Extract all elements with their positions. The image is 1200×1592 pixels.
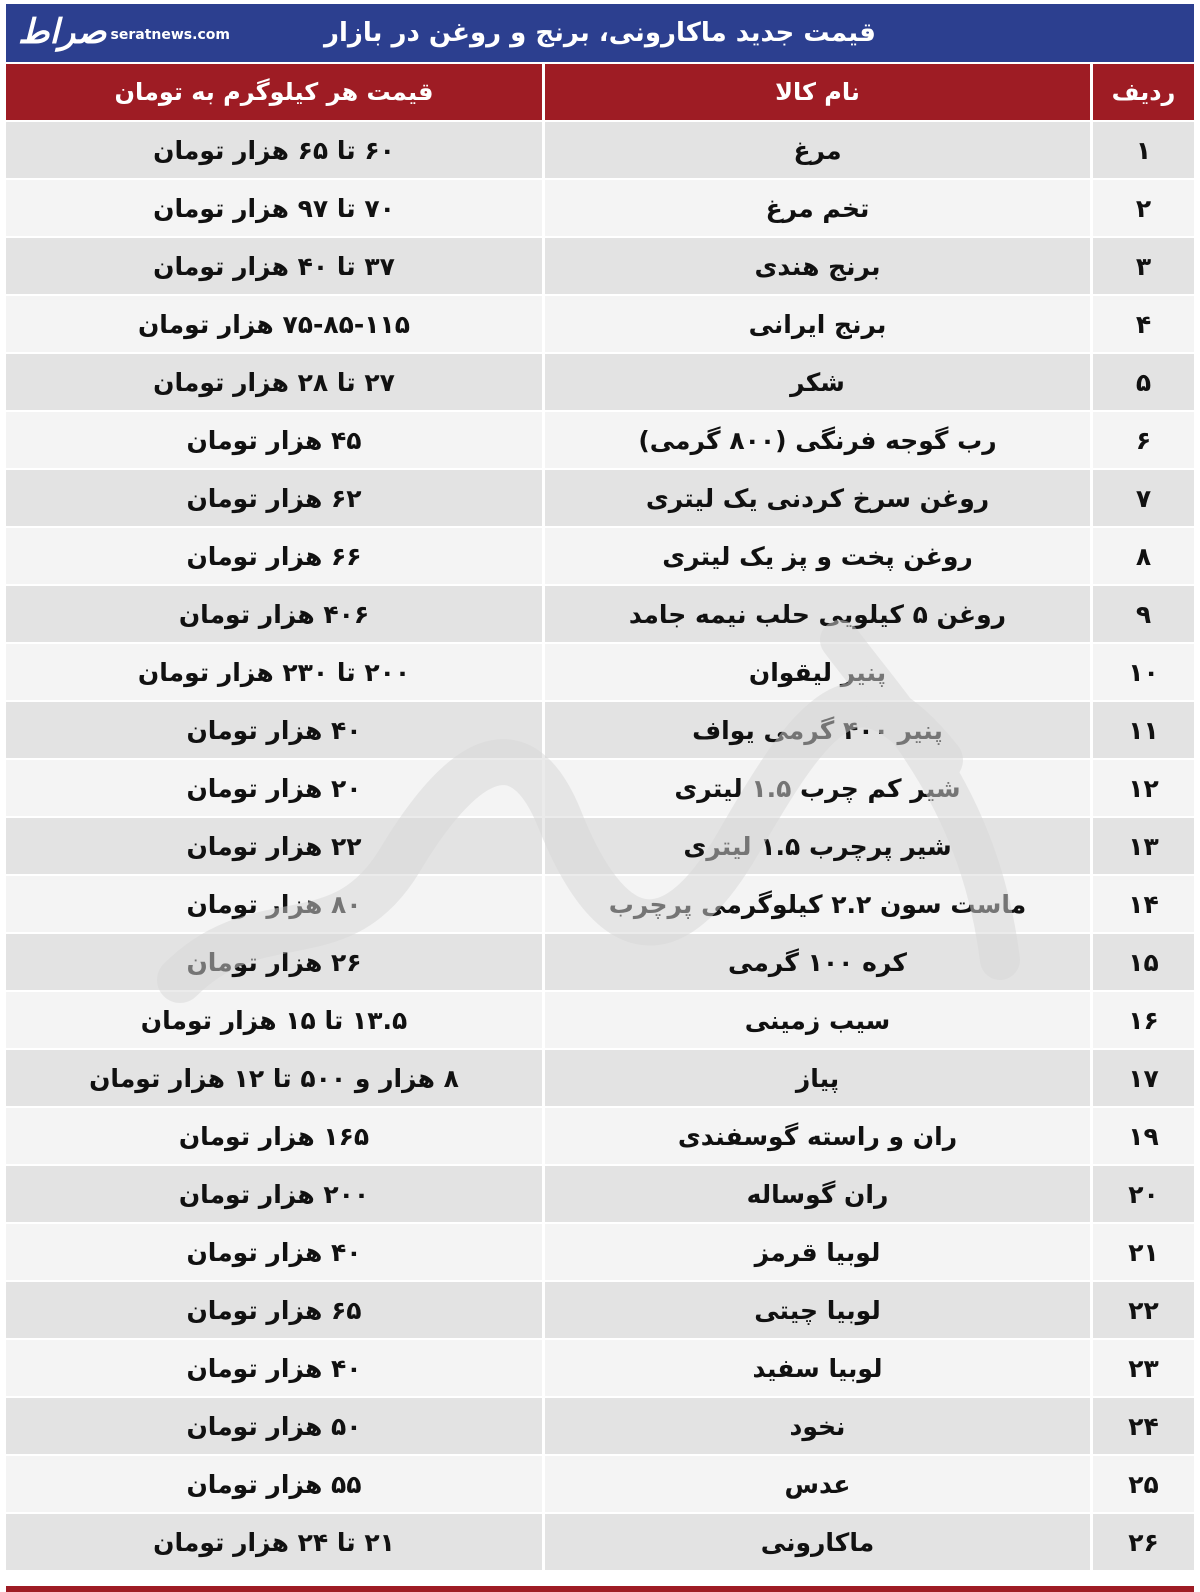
table-row [6, 238, 1194, 296]
cell-row-number: ۷ [1090, 470, 1194, 528]
cell-row-number: ۱۱ [1090, 702, 1194, 760]
cell-row-number: ۱۴ [1090, 876, 1194, 934]
cell-item-name: نخود [542, 1398, 1090, 1456]
table-header-row [6, 64, 1194, 122]
column-header-price: قیمت هر کیلوگرم به تومان [6, 64, 542, 122]
cell-item-name: لوبیا قرمز [542, 1224, 1090, 1282]
cell-item-name: پیاز [542, 1050, 1090, 1108]
cell-row-number: ۲۲ [1090, 1282, 1194, 1340]
cell-item-name: شکر [542, 354, 1090, 412]
table-row [6, 1224, 1194, 1282]
cell-row-number: ۲۴ [1090, 1398, 1194, 1456]
cell-item-name: مرغ [542, 122, 1090, 180]
serat-logo [18, 8, 230, 56]
cell-price: ۵۵ هزار تومان [6, 1456, 542, 1514]
cell-price: ۷۵-۸۵-۱۱۵ هزار تومان [6, 296, 542, 354]
cell-item-name: ران گوساله [542, 1166, 1090, 1224]
cell-row-number: ۱۲ [1090, 760, 1194, 818]
table-row [6, 586, 1194, 644]
cell-item-name: روغن پخت و پز یک لیتری [542, 528, 1090, 586]
cell-price: ۶۶ هزار تومان [6, 528, 542, 586]
cell-price: ۲۰۰ هزار تومان [6, 1166, 542, 1224]
table-row [6, 412, 1194, 470]
table-body [6, 122, 1194, 1572]
cell-price: ۴۰۶ هزار تومان [6, 586, 542, 644]
cell-price: ۲۰ هزار تومان [6, 760, 542, 818]
cell-row-number: ۹ [1090, 586, 1194, 644]
cell-item-name: برنج ایرانی [542, 296, 1090, 354]
cell-row-number: ۲۵ [1090, 1456, 1194, 1514]
table-row [6, 818, 1194, 876]
cell-item-name: روغن ۵ کیلویی حلب نیمه جامد [542, 586, 1090, 644]
cell-row-number: ۱۰ [1090, 644, 1194, 702]
cell-item-name: ران و راسته گوسفندی [542, 1108, 1090, 1166]
cell-item-name: رب گوجه فرنگی (۸۰۰ گرمی) [542, 412, 1090, 470]
cell-item-name: روغن سرخ کردنی یک لیتری [542, 470, 1090, 528]
cell-item-name: ماست سون ۲.۲ کیلوگرمی پرچرب [542, 876, 1090, 934]
cell-row-number: ۲۶ [1090, 1514, 1194, 1572]
table-row [6, 1398, 1194, 1456]
cell-price: ۳۷ تا ۴۰ هزار تومان [6, 238, 542, 296]
table-row [6, 702, 1194, 760]
table-row [6, 296, 1194, 354]
cell-price: ۶۵ هزار تومان [6, 1282, 542, 1340]
cell-row-number: ۱۶ [1090, 992, 1194, 1050]
cell-price: ۲۰۰ تا ۲۳۰ هزار تومان [6, 644, 542, 702]
cell-price: ۴۰ هزار تومان [6, 1224, 542, 1282]
table-row [6, 644, 1194, 702]
table-row [6, 992, 1194, 1050]
cell-price: ۴۰ هزار تومان [6, 702, 542, 760]
cell-row-number: ۱۵ [1090, 934, 1194, 992]
cell-row-number: ۴ [1090, 296, 1194, 354]
cell-price: ۱۳.۵ تا ۱۵ هزار تومان [6, 992, 542, 1050]
cell-row-number: ۲۳ [1090, 1340, 1194, 1398]
cell-item-name: سیب زمینی [542, 992, 1090, 1050]
table-row [6, 354, 1194, 412]
table-row [6, 1340, 1194, 1398]
cell-price: ۴۵ هزار تومان [6, 412, 542, 470]
cell-row-number: ۳ [1090, 238, 1194, 296]
cell-price: ۱۶۵ هزار تومان [6, 1108, 542, 1166]
cell-price: ۸ هزار و ۵۰۰ تا ۱۲ هزار تومان [6, 1050, 542, 1108]
cell-row-number: ۵ [1090, 354, 1194, 412]
cell-row-number: ۸ [1090, 528, 1194, 586]
logo-url: seratnews.com [110, 27, 230, 43]
table-row [6, 1282, 1194, 1340]
cell-price: ۲۱ تا ۲۴ هزار تومان [6, 1514, 542, 1572]
cell-row-number: ۲ [1090, 180, 1194, 238]
cell-item-name: عدس [542, 1456, 1090, 1514]
logo-mark: صراط [18, 12, 107, 52]
price-table [6, 64, 1194, 1572]
table-row [6, 1166, 1194, 1224]
cell-item-name: شیر پرچرب ۱.۵ لیتری [542, 818, 1090, 876]
cell-price: ۶۲ هزار تومان [6, 470, 542, 528]
cell-price: ۲۶ هزار تومان [6, 934, 542, 992]
cell-row-number: ۲۱ [1090, 1224, 1194, 1282]
cell-item-name: پنیر لیقوان [542, 644, 1090, 702]
column-header-item-name: نام کالا [542, 64, 1090, 122]
cell-price: ۵۰ هزار تومان [6, 1398, 542, 1456]
cell-price: ۷۰ تا ۹۷ هزار تومان [6, 180, 542, 238]
cell-item-name: کره ۱۰۰ گرمی [542, 934, 1090, 992]
page-title: قیمت جدید ماکارونی، برنج و روغن در بازار [324, 18, 876, 48]
cell-price: ۲۲ هزار تومان [6, 818, 542, 876]
table-row [6, 1050, 1194, 1108]
table-row [6, 876, 1194, 934]
cell-item-name: ماکارونی [542, 1514, 1090, 1572]
table-row [6, 760, 1194, 818]
cell-item-name: برنج هندی [542, 238, 1090, 296]
table-row [6, 1108, 1194, 1166]
cell-item-name: لوبیا چیتی [542, 1282, 1090, 1340]
cell-item-name: شیر کم چرب ۱.۵ لیتری [542, 760, 1090, 818]
table-row [6, 180, 1194, 238]
table-row [6, 1456, 1194, 1514]
table-row [6, 1514, 1194, 1572]
title-bar [6, 4, 1194, 64]
bottom-strip [6, 1586, 1194, 1592]
cell-price: ۶۰ تا ۶۵ هزار تومان [6, 122, 542, 180]
cell-price: ۴۰ هزار تومان [6, 1340, 542, 1398]
cell-row-number: ۲۰ [1090, 1166, 1194, 1224]
column-header-row-number: ردیف [1090, 64, 1194, 122]
cell-item-name: لوبیا سفید [542, 1340, 1090, 1398]
cell-item-name: پنیر ۴۰۰ گرمی یواف [542, 702, 1090, 760]
table-row [6, 470, 1194, 528]
table-row [6, 122, 1194, 180]
table-row [6, 528, 1194, 586]
cell-row-number: ۱ [1090, 122, 1194, 180]
cell-row-number: ۱۹ [1090, 1108, 1194, 1166]
cell-price: ۲۷ تا ۲۸ هزار تومان [6, 354, 542, 412]
cell-row-number: ۶ [1090, 412, 1194, 470]
cell-row-number: ۱۷ [1090, 1050, 1194, 1108]
cell-price: ۸۰ هزار تومان [6, 876, 542, 934]
cell-row-number: ۱۳ [1090, 818, 1194, 876]
table-row [6, 934, 1194, 992]
cell-item-name: تخم مرغ [542, 180, 1090, 238]
